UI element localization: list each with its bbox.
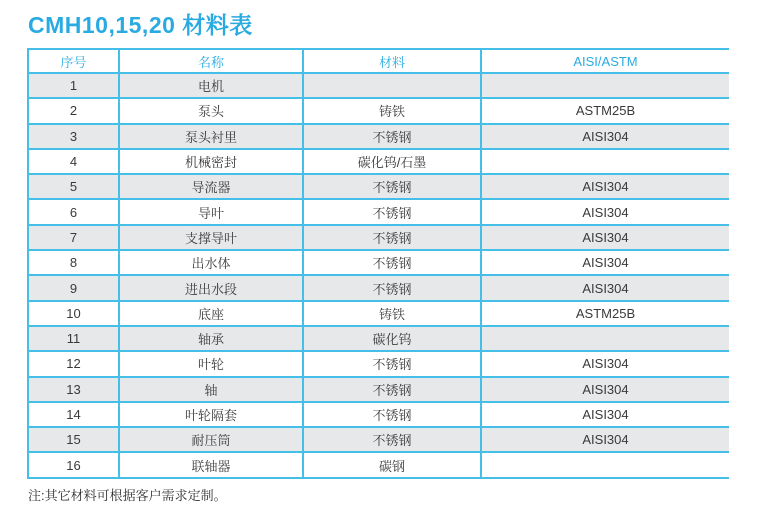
row-name: 轴承 xyxy=(119,326,303,351)
column-header-name: 名称 xyxy=(119,49,303,73)
row-name: 泵头 xyxy=(119,98,303,123)
row-standard xyxy=(481,73,729,98)
row-name: 耐压筒 xyxy=(119,427,303,452)
table-row xyxy=(28,98,729,123)
row-no: 8 xyxy=(69,255,78,271)
row-material: 不锈钢 xyxy=(303,225,481,250)
row-standard xyxy=(481,452,729,477)
row-no: 9 xyxy=(69,280,78,296)
row-no: 10 xyxy=(66,305,81,321)
row-material xyxy=(303,73,481,98)
table-row xyxy=(28,326,729,351)
table-row xyxy=(28,427,729,452)
row-no: 1 xyxy=(69,78,78,94)
column-header-no: 序号 xyxy=(28,49,119,73)
footnote: 注:其它材料可根据客户需求定制。 xyxy=(28,487,227,503)
table-header-row xyxy=(28,49,729,73)
row-material: 碳化钨 xyxy=(303,326,481,351)
row-standard: AISI304 xyxy=(481,275,729,300)
row-material: 不锈钢 xyxy=(303,250,481,275)
row-no: 2 xyxy=(69,103,78,119)
row-standard: ASTM25B xyxy=(481,98,729,123)
row-standard: AISI304 xyxy=(481,250,729,275)
row-material: 碳化钨/石墨 xyxy=(303,149,481,174)
row-material: 铸铁 xyxy=(303,301,481,326)
page-title: CMH10,15,20 材料表 xyxy=(28,12,253,38)
row-name: 机械密封 xyxy=(119,149,303,174)
row-standard: AISI304 xyxy=(481,402,729,427)
row-name: 导叶 xyxy=(119,199,303,224)
row-name: 叶轮 xyxy=(119,351,303,376)
row-material: 不锈钢 xyxy=(303,402,481,427)
row-name: 联轴器 xyxy=(119,452,303,477)
row-name: 叶轮隔套 xyxy=(119,402,303,427)
row-standard xyxy=(481,326,729,351)
row-material: 不锈钢 xyxy=(303,427,481,452)
row-material: 不锈钢 xyxy=(303,124,481,149)
column-header-material: 材料 xyxy=(303,49,481,73)
row-material: 不锈钢 xyxy=(303,199,481,224)
row-no: 14 xyxy=(66,407,81,422)
table-row xyxy=(28,452,729,477)
table-row xyxy=(28,250,729,275)
row-name: 出水体 xyxy=(119,250,303,275)
table-row xyxy=(28,351,729,376)
row-material: 碳钢 xyxy=(303,452,481,477)
row-material: 不锈钢 xyxy=(303,377,481,402)
row-material: 不锈钢 xyxy=(303,275,481,300)
row-no: 3 xyxy=(69,128,78,144)
table-row xyxy=(28,225,729,250)
row-no: 5 xyxy=(69,179,78,195)
table-row xyxy=(28,124,729,149)
column-header-standard: AISI/ASTM xyxy=(481,49,729,73)
table-row xyxy=(28,174,729,199)
row-name: 底座 xyxy=(119,301,303,326)
table-row xyxy=(28,402,729,427)
row-standard: AISI304 xyxy=(481,351,729,376)
row-no: 7 xyxy=(69,229,78,245)
row-no: 12 xyxy=(66,356,81,372)
row-standard: AISI304 xyxy=(481,174,729,199)
row-no: 6 xyxy=(69,204,78,220)
row-no: 11 xyxy=(66,331,81,347)
table-row xyxy=(28,149,729,174)
table-body xyxy=(28,73,729,478)
row-name: 泵头衬里 xyxy=(119,124,303,149)
materials-table xyxy=(27,48,729,479)
row-no: 4 xyxy=(69,154,78,170)
table-row xyxy=(28,199,729,224)
row-no: 16 xyxy=(66,457,81,473)
row-standard: AISI304 xyxy=(481,377,729,402)
row-standard: AISI304 xyxy=(481,427,729,452)
row-name: 电机 xyxy=(119,73,303,98)
row-standard xyxy=(481,149,729,174)
table-row xyxy=(28,377,729,402)
row-name: 轴 xyxy=(119,377,303,402)
row-no: 13 xyxy=(66,381,81,397)
row-name: 进出水段 xyxy=(119,275,303,300)
row-material: 不锈钢 xyxy=(303,174,481,199)
table-row xyxy=(28,275,729,300)
row-standard: AISI304 xyxy=(481,124,729,149)
row-no: 15 xyxy=(66,432,81,448)
table-row xyxy=(28,73,729,98)
table-row xyxy=(28,301,729,326)
row-material: 铸铁 xyxy=(303,98,481,123)
row-standard: AISI304 xyxy=(481,199,729,224)
row-name: 导流器 xyxy=(119,174,303,199)
row-standard: AISI304 xyxy=(481,225,729,250)
row-standard: ASTM25B xyxy=(481,301,729,326)
row-name: 支撑导叶 xyxy=(119,225,303,250)
row-material: 不锈钢 xyxy=(303,351,481,376)
